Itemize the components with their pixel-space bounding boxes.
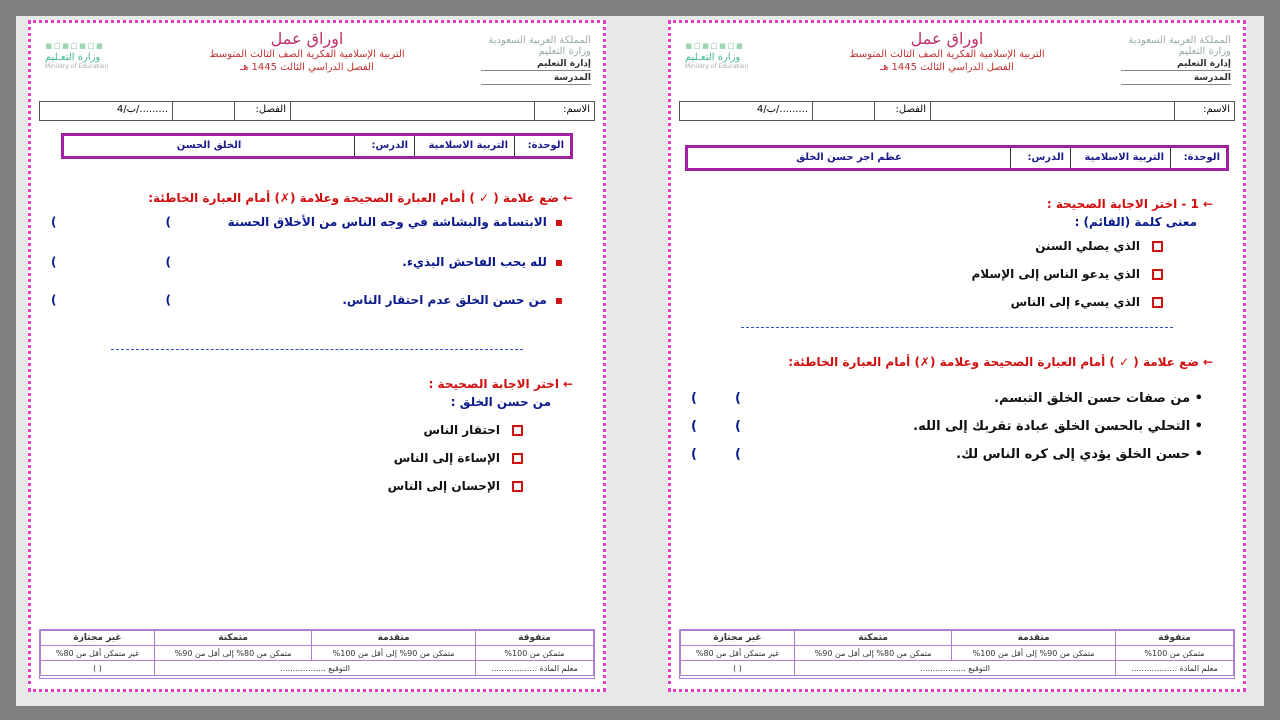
worksheet-right	[668, 20, 1246, 692]
class-date: 4/ب/.........	[756, 104, 808, 115]
rubric-signature: التوقيع ..................	[154, 661, 475, 676]
mc-instruction: ←1 - اختر الاجابة الصحيحة :	[1046, 197, 1213, 211]
school-field: المدرسة	[481, 73, 591, 85]
title-block	[809, 29, 1085, 74]
tf-item: ▪لله يحب الفاحش البذيء. ( (	[51, 255, 563, 269]
class-date: 4/ب/.........	[116, 104, 168, 115]
answer-parens[interactable]: ( (	[691, 419, 741, 434]
checkbox-icon[interactable]	[512, 481, 523, 492]
mc-question: معنى كلمة (القائم) :	[1074, 215, 1197, 229]
rubric-header: متفوقة	[476, 631, 594, 646]
class-field[interactable]	[812, 102, 874, 120]
lesson-value: عظم اجر حسن الخلق	[796, 152, 902, 163]
class-label: الفصل:	[874, 102, 930, 120]
answer-parens[interactable]: ( (	[51, 215, 171, 229]
arrow-left-icon: ←	[562, 377, 573, 391]
rubric-header: متفوقة	[1116, 631, 1234, 646]
rubric-criterion: متمكن من 90% إلى أقل من 100%	[952, 646, 1116, 661]
answer-parens[interactable]: ( (	[51, 293, 171, 307]
student-info-row	[679, 101, 1235, 121]
student-info-row	[39, 101, 595, 121]
subject-line: التربية الإسلامية الفكرية الصف الثالث المتوسط	[849, 49, 1045, 60]
answer-parens[interactable]: ( (	[691, 447, 741, 462]
bullet-icon: ▪	[554, 255, 563, 269]
mc-option[interactable]: الذي يصلي السنن	[1035, 239, 1163, 253]
rubric-criterion: متمكن من 100%	[1116, 646, 1234, 661]
section-divider	[111, 349, 523, 350]
checkbox-icon[interactable]	[512, 425, 523, 436]
name-label: الاسم:	[1174, 102, 1234, 120]
worksheet-left	[28, 20, 606, 692]
mc-option[interactable]: الإساءة إلى الناس	[394, 451, 523, 465]
rubric-header: متقدمة	[312, 631, 476, 646]
checkbox-icon[interactable]	[512, 453, 523, 464]
lesson-label: الدرس:	[354, 136, 414, 156]
tf-item: • حسن الخلق يؤدي إلى كره الناس لك. ( (	[691, 447, 1203, 462]
assessment-rubric	[39, 629, 595, 679]
tf-item: • التحلي بالحسن الخلق عبادة تقربك إلى الله. ( (	[691, 419, 1203, 434]
checkbox-icon[interactable]	[1152, 241, 1163, 252]
edu-admin-field: إدارة التعليم	[481, 59, 591, 71]
lesson-value: الخلق الحسن	[176, 140, 242, 151]
kingdom-seal: المملكة العربية السعودية	[488, 35, 591, 46]
unit-value: التربية الاسلامية	[1070, 148, 1170, 168]
mc-option[interactable]: احتقار الناس	[424, 423, 523, 437]
assessment-rubric	[679, 629, 1235, 679]
mc-option[interactable]: الذي يدعو الناس إلى الإسلام	[971, 267, 1163, 281]
tf-item: • من صفات حسن الخلق التبسم. ( (	[691, 391, 1203, 406]
rubric-teacher: معلم المادة ..................	[476, 661, 594, 676]
page-gutter	[606, 20, 666, 692]
checkbox-icon[interactable]	[1152, 269, 1163, 280]
unit-lesson-row	[685, 145, 1229, 171]
unit-value: التربية الاسلامية	[414, 136, 514, 156]
mc-question: من حسن الخلق :	[450, 395, 551, 409]
answer-parens[interactable]: ( (	[51, 255, 171, 269]
arrow-left-icon: ←	[562, 191, 573, 205]
bullet-icon: ▪	[554, 215, 563, 229]
mc-option[interactable]: الإحسان إلى الناس	[388, 479, 523, 493]
rubric-criterion: غير متمكن أقل من 80%	[681, 646, 795, 661]
term-line: الفصل الدراسي الثالث 1445 هـ	[880, 62, 1014, 73]
class-field[interactable]	[172, 102, 234, 120]
rubric-criterion: غير متمكن أقل من 80%	[41, 646, 155, 661]
rubric-criterion: متمكن من 100%	[476, 646, 594, 661]
name-label: الاسم:	[534, 102, 594, 120]
name-field[interactable]	[290, 102, 534, 120]
answer-parens[interactable]: ( (	[691, 391, 741, 406]
worksheet-title: اوراق عمل	[270, 29, 344, 48]
tf-instruction: ←ضع علامة ( ✓ ) أمام العبارة الصحيحة وعلامة (✗) أمام العبارة الخاطئة:	[148, 191, 573, 205]
ministry-logo	[45, 39, 155, 70]
mc-option[interactable]: الذي يسيء إلى الناس	[1011, 295, 1163, 309]
rubric-header: متقدمة	[952, 631, 1116, 646]
class-label: الفصل:	[234, 102, 290, 120]
school-field: المدرسة	[1121, 73, 1231, 85]
rubric-header: متمكنة	[154, 631, 311, 646]
worksheet-title: اوراق عمل	[910, 29, 984, 48]
mc-instruction: ←اختر الاجابة الصحيحة :	[428, 377, 573, 391]
ministry-block	[1121, 35, 1231, 85]
checkbox-icon[interactable]	[1152, 297, 1163, 308]
rubric-header: غير مجتازة	[41, 631, 155, 646]
ministry-logo	[685, 39, 795, 70]
arrow-left-icon: ←	[1202, 197, 1213, 211]
arrow-left-icon: ←	[1202, 355, 1213, 369]
rubric-header: غير مجتازة	[681, 631, 795, 646]
rubric-paren: ( )	[681, 661, 795, 676]
name-field[interactable]	[930, 102, 1174, 120]
term-line: الفصل الدراسي الثالث 1445 هـ	[240, 62, 374, 73]
rubric-header: متمكنة	[794, 631, 951, 646]
unit-lesson-row	[61, 133, 573, 159]
tf-item: ▪من حسن الخلق عدم احتقار الناس. ( (	[51, 293, 563, 307]
rubric-signature: التوقيع ..................	[794, 661, 1115, 676]
logo-en: Ministry of Education	[45, 63, 109, 70]
logo-dots-icon: ▪▫▪▫▪▫▪	[45, 39, 105, 52]
unit-label: الوحدة:	[514, 136, 570, 156]
tf-instruction: ←ضع علامة ( ✓ ) أمام العبارة الصحيحة وعلامة (✗) أمام العبارة الخاطئة:	[788, 355, 1213, 369]
logo-en: Ministry of Education	[685, 63, 749, 70]
worksheet-header	[39, 29, 595, 87]
bullet-icon: ▪	[554, 293, 563, 307]
rubric-paren: ( )	[41, 661, 155, 676]
rubric-teacher: معلم المادة ..................	[1116, 661, 1234, 676]
rubric-criterion: متمكن من 80% إلى أقل من 90%	[154, 646, 311, 661]
logo-dots-icon: ▪▫▪▫▪▫▪	[685, 39, 745, 52]
unit-label: الوحدة:	[1170, 148, 1226, 168]
edu-admin-field: إدارة التعليم	[1121, 59, 1231, 71]
rubric-criterion: متمكن من 80% إلى أقل من 90%	[794, 646, 951, 661]
subject-line: التربية الإسلامية الفكرية الصف الثالث المتوسط	[209, 49, 405, 60]
title-block	[169, 29, 445, 74]
kingdom-seal: المملكة العربية السعودية	[1128, 35, 1231, 46]
lesson-label: الدرس:	[1010, 148, 1070, 168]
rubric-criterion: متمكن من 90% إلى أقل من 100%	[312, 646, 476, 661]
ministry-block	[481, 35, 591, 85]
logo-name: وزارة التعـليم	[685, 52, 741, 63]
ministry-seal: وزارة التعليم	[1178, 46, 1231, 57]
logo-name: وزارة التعـليم	[45, 52, 101, 63]
ministry-seal: وزارة التعليم	[538, 46, 591, 57]
worksheet-header	[679, 29, 1235, 87]
section-divider	[741, 327, 1173, 328]
tf-item: ▪الابتسامة والبشاشة في وجه الناس من الأخلاق الحسنة ( (	[51, 215, 563, 229]
